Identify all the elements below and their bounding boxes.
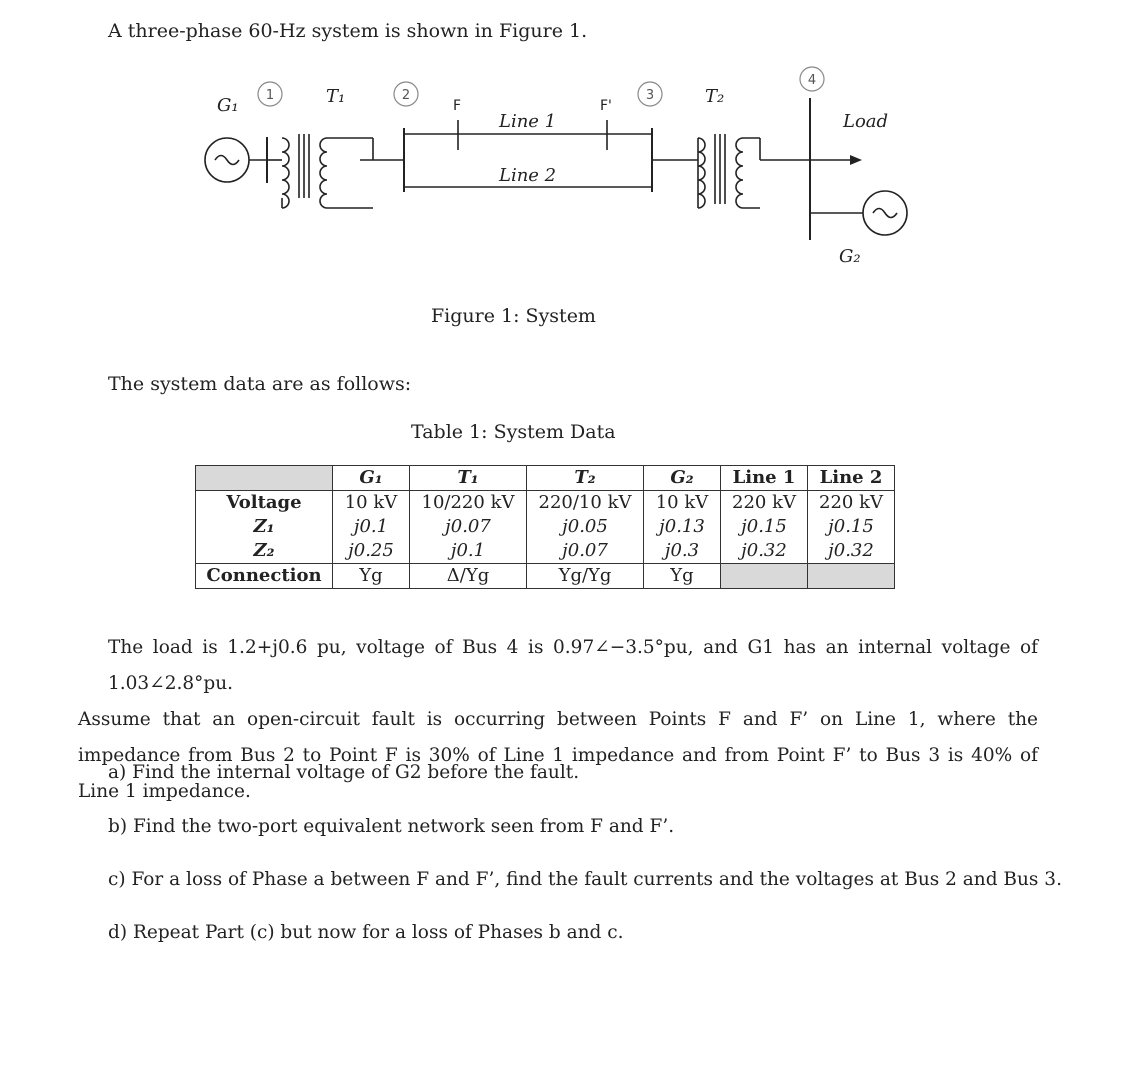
- question-d: d) Repeat Part (c) but now for a loss of Phases b and c.: [108, 922, 624, 943]
- table-header-row: [196, 466, 895, 491]
- question-a: a) Find the internal voltage of G2 before the fault.: [108, 762, 580, 783]
- table-cell: j0.1: [333, 515, 410, 539]
- table-header-cell: G₂: [644, 466, 721, 491]
- table-cell: Yg: [333, 564, 410, 589]
- table-row-label: Connection: [196, 564, 333, 589]
- table-cell: 220 kV: [808, 491, 895, 516]
- line-1-label: Line 1: [499, 111, 557, 132]
- g2-sine-icon: [873, 209, 897, 218]
- table-row: [196, 491, 895, 516]
- line-2-label: Line 2: [499, 165, 557, 186]
- system-data-table: [195, 465, 895, 589]
- table-row-label: Voltage: [196, 491, 333, 516]
- table-cell-empty: [721, 564, 808, 589]
- table-row: [196, 564, 895, 589]
- figure-caption: Figure 1: System: [431, 305, 596, 327]
- fault-point-f-label: F: [453, 98, 462, 114]
- bus-3-number: 3: [645, 88, 655, 103]
- table-row-label: Z₁: [196, 515, 333, 539]
- table-header-cell: T₁: [410, 466, 527, 491]
- table-row: [196, 539, 895, 564]
- problem-paragraph: [78, 630, 1038, 810]
- question-b: b) Find the two-port equivalent network seen from F and F’.: [108, 816, 675, 837]
- table-cell: j0.07: [410, 515, 527, 539]
- bus-4-number: 4: [807, 73, 817, 88]
- table-cell: j0.15: [808, 515, 895, 539]
- table-cell: Δ/Yg: [410, 564, 527, 589]
- table-row-label: Z₂: [196, 539, 333, 564]
- table-cell: j0.1: [410, 539, 527, 564]
- bus-2-number: 2: [401, 88, 411, 103]
- g1-sine-icon: [215, 156, 239, 165]
- table-cell: 10 kV: [333, 491, 410, 516]
- transformer-t2-symbol: [698, 134, 760, 208]
- table-header-cell: G₁: [333, 466, 410, 491]
- g2-label: G₂: [839, 246, 861, 267]
- table-header-cell: Line 2: [808, 466, 895, 491]
- fault-point-fp-label: F': [600, 98, 612, 114]
- system-diagram: [0, 0, 1133, 340]
- g1-label: G₁: [217, 95, 239, 116]
- table-cell: j0.32: [808, 539, 895, 564]
- table-cell: j0.05: [527, 515, 644, 539]
- table-cell: j0.15: [721, 515, 808, 539]
- table-cell: Yg: [644, 564, 721, 589]
- data-intro-text: The system data are as follows:: [108, 373, 412, 395]
- table-cell: j0.3: [644, 539, 721, 564]
- t2-label: T₂: [705, 86, 725, 107]
- table-header-cell: Line 1: [721, 466, 808, 491]
- table-cell: 10/220 kV: [410, 491, 527, 516]
- paragraph-line-2: Assume that an open-circuit fault is occurring between Points F and F’ on Line 1, where the impedance from Bus 2 to Point F is 30% of Line 1 impedance and from Point F’ to Bus 3 is 40% of Line 1 impedance.: [78, 709, 1038, 802]
- table-cell: Yg/Yg: [527, 564, 644, 589]
- table-cell: j0.07: [527, 539, 644, 564]
- t1-label: T₁: [326, 86, 346, 107]
- question-c: c) For a loss of Phase a between F and F’, find the fault currents and the voltages at Bus 2 and Bus 3.: [108, 869, 1062, 890]
- table-cell: j0.25: [333, 539, 410, 564]
- table-cell: 10 kV: [644, 491, 721, 516]
- table-caption: Table 1: System Data: [411, 421, 616, 443]
- table-corner-cell: [196, 466, 333, 491]
- table-cell: 220/10 kV: [527, 491, 644, 516]
- table-cell: j0.13: [644, 515, 721, 539]
- table-cell: j0.32: [721, 539, 808, 564]
- table-row: [196, 515, 895, 539]
- bus-1-number: 1: [265, 88, 275, 103]
- transformer-t1-symbol: [282, 134, 373, 208]
- load-label: Load: [843, 111, 889, 132]
- intro-text: A three-phase 60-Hz system is shown in Figure 1.: [108, 20, 588, 42]
- table-cell: 220 kV: [721, 491, 808, 516]
- table-cell-empty: [808, 564, 895, 589]
- paragraph-line-1: The load is 1.2+j0.6 pu, voltage of Bus 4 is 0.97∠−3.5°pu, and G1 has an internal voltage of 1.03∠2.8°pu.: [108, 637, 1038, 694]
- table-header-cell: T₂: [527, 466, 644, 491]
